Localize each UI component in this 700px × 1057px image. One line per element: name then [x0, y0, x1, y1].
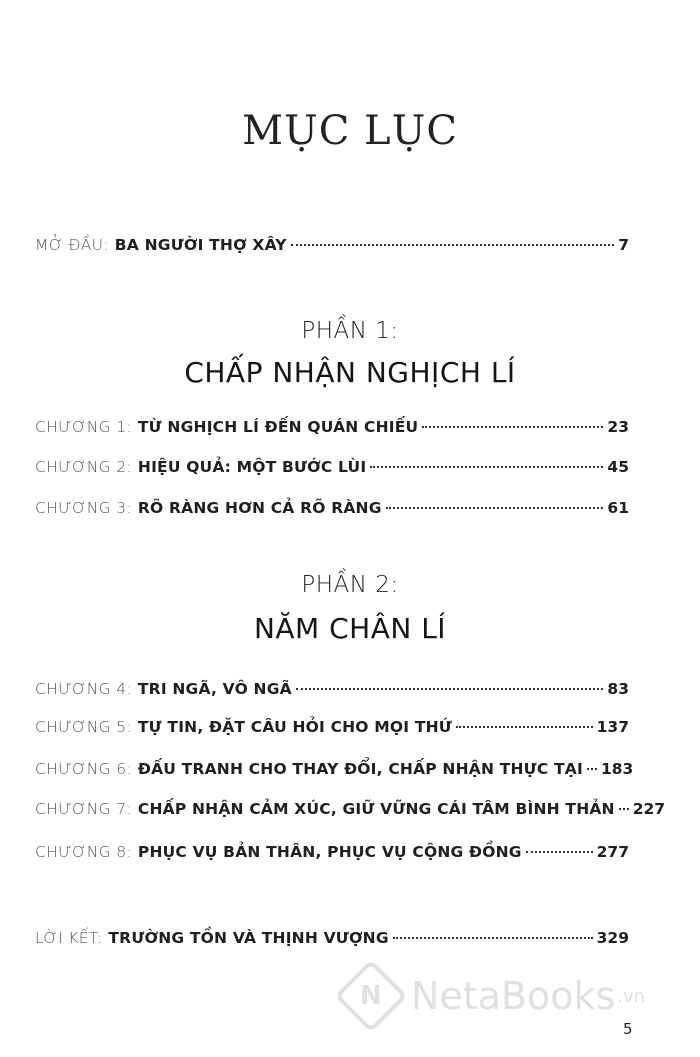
toc-entry-page: 23: [607, 418, 629, 436]
toc-entry-prefix: CHƯƠNG 2:: [35, 458, 132, 476]
watermark-brand: NetaBooks: [411, 974, 616, 1018]
toc-entry-page: 45: [607, 458, 629, 476]
toc-entry-chapter-1: [35, 418, 629, 436]
part-1-title: CHẤP NHẬN NGHỊCH LÍ: [184, 356, 516, 389]
toc-entry-title: PHỤC VỤ BẢN THÂN, PHỤC VỤ CỘNG ĐỒNG: [137, 843, 522, 861]
toc-entry-title: CHẤP NHẬN CẢM XÚC, GIỮ VỮNG CÁI TÂM BÌNH THẢN: [137, 800, 615, 818]
toc-entry-page: 183: [600, 760, 634, 778]
toc-entry-chapter-7: [35, 800, 666, 818]
dot-leader: [393, 937, 593, 939]
toc-entry-title: ĐẤU TRANH CHO THAY ĐỔI, CHẤP NHẬN THỰC TẠI: [137, 760, 583, 778]
toc-entry-prefix: CHƯƠNG 7:: [35, 800, 132, 818]
toc-entry-title: HIỆU QUẢ: MỘT BƯỚC LÙI: [137, 458, 367, 476]
toc-entry-page: 227: [632, 800, 666, 818]
part-2-title: NĂM CHÂN LÍ: [253, 612, 447, 645]
toc-entry-chapter-5: [35, 718, 629, 736]
toc-entry-prefix: CHƯƠNG 5:: [35, 718, 132, 736]
toc-entry-prefix: MỞ ĐẦU:: [35, 236, 109, 254]
toc-entry-prefix: CHƯƠNG 6:: [35, 760, 132, 778]
toc-entry-title: TỪ NGHỊCH LÍ ĐẾN QUÁN CHIẾU: [137, 418, 419, 436]
toc-entry-page: 83: [607, 680, 629, 698]
dot-leader: [619, 808, 629, 810]
watermark-suffix: .vn: [617, 985, 646, 1007]
toc-entry-chapter-4: [35, 680, 629, 698]
part-1-label: PHẦN 1:: [301, 318, 399, 344]
toc-entry-prefix: LỜI KẾT:: [35, 929, 103, 947]
dot-leader: [291, 244, 614, 246]
part-2-label: PHẦN 2:: [301, 572, 399, 598]
watermark-logo-letter: N: [360, 980, 382, 1011]
toc-entry-page: 137: [596, 718, 629, 736]
toc-entry-title: BA NGƯỜI THỢ XÂY: [114, 236, 287, 254]
toc-entry-page: 329: [596, 929, 629, 947]
toc-entry-title: TRI NGÃ, VÔ NGÃ: [137, 680, 292, 698]
toc-entry-prefix: CHƯƠNG 8:: [35, 843, 132, 861]
watermark: [345, 970, 645, 1022]
dot-leader: [456, 726, 593, 728]
toc-entry-page: 61: [607, 499, 629, 517]
toc-entry-title: TỰ TIN, ĐẶT CÂU HỎI CHO MỌI THỨ: [137, 718, 452, 736]
toc-entry-prefix: CHƯƠNG 1:: [35, 418, 132, 436]
dot-leader: [526, 851, 593, 853]
toc-entry-prefix: CHƯƠNG 4:: [35, 680, 132, 698]
toc-entry-page: 7: [618, 236, 629, 254]
toc-entry-chapter-3: [35, 499, 629, 517]
toc-entry-title: RÕ RÀNG HƠN CẢ RÕ RÀNG: [137, 499, 382, 517]
toc-entry-title: TRƯỜNG TỒN VÀ THỊNH VƯỢNG: [108, 929, 389, 947]
page-title: MỤC LỤC: [242, 108, 458, 154]
toc-entry-prefix: CHƯƠNG 3:: [35, 499, 132, 517]
toc-entry-conclusion: [35, 929, 629, 947]
dot-leader: [587, 768, 597, 770]
toc-entry-intro: [35, 236, 629, 254]
page-number: 5: [623, 1020, 633, 1038]
toc-entry-chapter-6: [35, 760, 634, 778]
dot-leader: [296, 688, 604, 690]
toc-entry-chapter-2: [35, 458, 629, 476]
toc-entry-page: 277: [596, 843, 629, 861]
toc-entry-chapter-8: [35, 843, 629, 861]
netabooks-logo-icon: [334, 959, 408, 1033]
dot-leader: [370, 466, 603, 468]
dot-leader: [422, 426, 603, 428]
dot-leader: [386, 507, 604, 509]
